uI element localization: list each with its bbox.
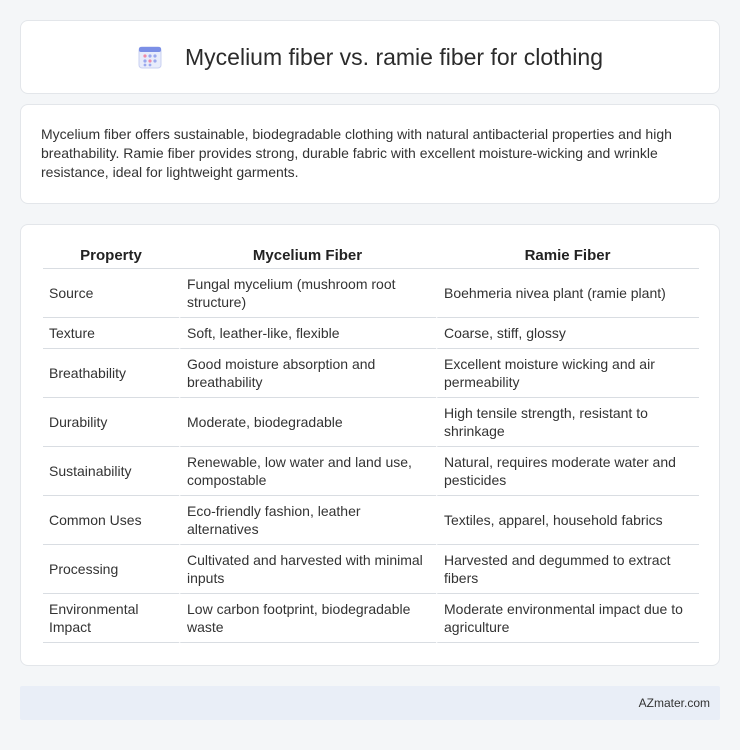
row-property: Processing — [43, 545, 179, 594]
calendar-grid-icon — [137, 44, 163, 70]
row-mycelium-value: Fungal mycelium (mushroom root structure) — [179, 269, 436, 318]
title-card — [20, 20, 720, 94]
title-wrap — [137, 44, 603, 71]
header-property: Property — [43, 243, 179, 269]
row-mycelium-value: Low carbon footprint, biodegradable waste — [179, 594, 436, 643]
row-ramie-value: Excellent moisture wicking and air permeability — [436, 349, 699, 398]
table-row — [43, 398, 699, 447]
footer-site-link[interactable]: AZmater.com — [638, 696, 710, 710]
page-title: Mycelium fiber vs. ramie fiber for clothing — [185, 43, 603, 70]
table-row — [43, 496, 699, 545]
row-mycelium-value: Eco-friendly fashion, leather alternatives — [179, 496, 436, 545]
table-header-row — [43, 243, 699, 269]
table-row — [43, 545, 699, 594]
row-property: Texture — [43, 318, 179, 349]
table-row — [43, 318, 699, 349]
table-row — [43, 594, 699, 643]
row-property: Common Uses — [43, 496, 179, 545]
row-mycelium-value: Renewable, low water and land use, compostable — [179, 447, 436, 496]
row-ramie-value: Harvested and degummed to extract fibers — [436, 545, 699, 594]
row-property: Environmental Impact — [43, 594, 179, 643]
row-ramie-value: High tensile strength, resistant to shrinkage — [436, 398, 699, 447]
row-ramie-value: Coarse, stiff, glossy — [436, 318, 699, 349]
summary-text: Mycelium fiber offers sustainable, biodegradable clothing with natural antibacterial properties and high breathability. Ramie fiber provides strong, durable fabric with excellent moisture-wicking and wrinkle resistance, ideal for lightweight garments. — [41, 126, 672, 180]
row-ramie-value: Moderate environmental impact due to agriculture — [436, 594, 699, 643]
row-mycelium-value: Moderate, biodegradable — [179, 398, 436, 447]
row-ramie-value: Textiles, apparel, household fabrics — [436, 496, 699, 545]
summary-card — [20, 104, 720, 204]
table-row — [43, 447, 699, 496]
footer-bar — [20, 686, 720, 720]
row-property: Breathability — [43, 349, 179, 398]
row-property: Durability — [43, 398, 179, 447]
row-mycelium-value: Soft, leather-like, flexible — [179, 318, 436, 349]
header-ramie: Ramie Fiber — [436, 243, 699, 269]
row-ramie-value: Boehmeria nivea plant (ramie plant) — [436, 269, 699, 318]
row-property: Source — [43, 269, 179, 318]
row-mycelium-value: Good moisture absorption and breathability — [179, 349, 436, 398]
table-row — [43, 269, 699, 318]
row-mycelium-value: Cultivated and harvested with minimal inputs — [179, 545, 436, 594]
row-ramie-value: Natural, requires moderate water and pesticides — [436, 447, 699, 496]
table-row — [43, 349, 699, 398]
row-property: Sustainability — [43, 447, 179, 496]
header-mycelium: Mycelium Fiber — [179, 243, 436, 269]
comparison-table-card — [20, 224, 720, 666]
comparison-table — [43, 243, 699, 643]
